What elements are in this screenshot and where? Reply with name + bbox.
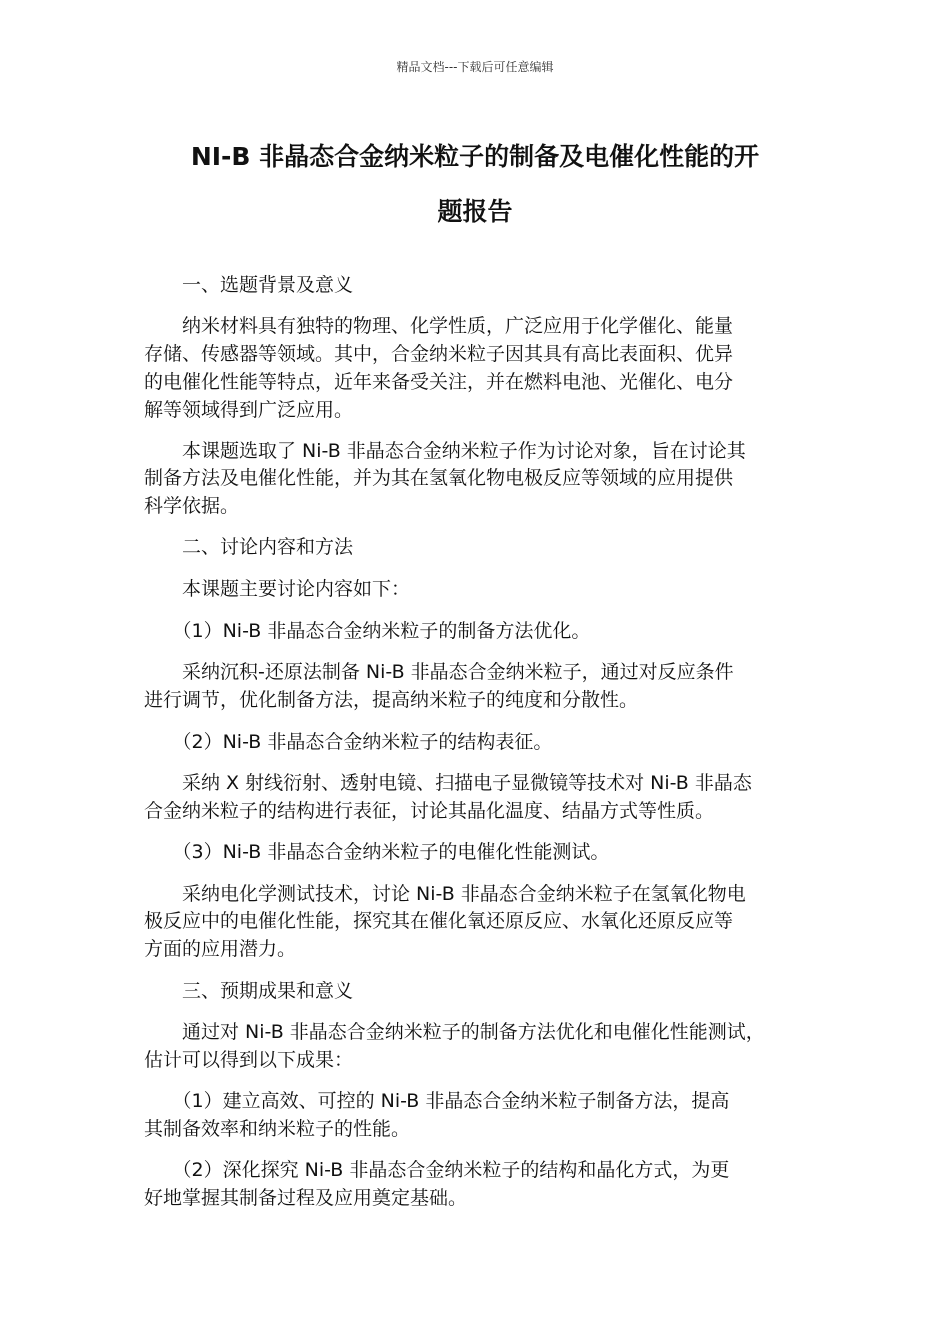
paragraph-line: 制备方法及电催化性能，并为其在氢氧化物电极反应等领域的应用提供 <box>144 467 734 489</box>
paragraph-line: 科学依据。 <box>144 495 240 517</box>
list-item-line: （2）深化探究 Ni-B 非晶态合金纳米粒子的结构和晶化方式，为更 <box>144 1159 730 1181</box>
paragraph-line: 本课题主要讨论内容如下： <box>144 578 411 600</box>
paragraph-line: 通过对 Ni-B 非晶态合金纳米粒子的制备方法优化和电催化性能测试， <box>144 1021 765 1043</box>
list-item-line: 其制备效率和纳米粒子的性能。 <box>144 1118 411 1140</box>
paragraph-line: 采纳 X 射线衍射、透射电镜、扫描电子显微镜等技术对 Ni-B 非晶态 <box>144 772 752 794</box>
paragraph-line: 纳米材料具有独特的物理、化学性质，广泛应用于化学催化、能量 <box>144 315 734 337</box>
document-title-line-1: NI-B 非晶态合金纳米粒子的制备及电催化性能的开 <box>190 142 760 171</box>
list-item-heading: （1）Ni-B 非晶态合金纳米粒子的制备方法优化。 <box>144 620 591 642</box>
paragraph-line: 合金纳米粒子的结构进行表征，讨论其晶化温度、结晶方式等性质。 <box>144 800 715 822</box>
list-item-heading: （2）Ni-B 非晶态合金纳米粒子的结构表征。 <box>144 731 553 753</box>
paragraph-line: 本课题选取了 Ni-B 非晶态合金纳米粒子作为讨论对象，旨在讨论其 <box>144 440 746 462</box>
paragraph-line: 极反应中的电催化性能，探究其在催化氧还原反应、水氧化还原反应等 <box>144 910 734 932</box>
section-heading: 三、预期成果和意义 <box>144 980 354 1002</box>
header-note: 精品文档---下载后可任意编辑 <box>396 60 554 74</box>
list-item-line: 好地掌握其制备过程及应用奠定基础。 <box>144 1187 468 1209</box>
paragraph-line: 进行调节，优化制备方法，提高纳米粒子的纯度和分散性。 <box>144 689 639 711</box>
paragraph-line: 采纳电化学测试技术，讨论 Ni-B 非晶态合金纳米粒子在氢氧化物电 <box>144 883 746 905</box>
section-heading: 二、讨论内容和方法 <box>144 536 354 558</box>
paragraph-line: 方面的应用潜力。 <box>144 938 297 960</box>
list-item-heading: （3）Ni-B 非晶态合金纳米粒子的电催化性能测试。 <box>144 841 610 863</box>
paragraph-line: 估计可以得到以下成果： <box>144 1049 354 1071</box>
document-title-line-2: 题报告 <box>437 197 513 226</box>
list-item-line: （1）建立高效、可控的 Ni-B 非晶态合金纳米粒子制备方法，提高 <box>144 1090 730 1112</box>
paragraph-line: 解等领域得到广泛应用。 <box>144 399 354 421</box>
section-heading: 一、选题背景及意义 <box>144 274 354 296</box>
paragraph-line: 采纳沉积-还原法制备 Ni-B 非晶态合金纳米粒子，通过对反应条件 <box>144 661 734 683</box>
paragraph-line: 存储、传感器等领域。其中，合金纳米粒子因其具有高比表面积、优异 <box>144 343 734 365</box>
paragraph-line: 的电催化性能等特点，近年来备受关注，并在燃料电池、光催化、电分 <box>144 371 734 393</box>
